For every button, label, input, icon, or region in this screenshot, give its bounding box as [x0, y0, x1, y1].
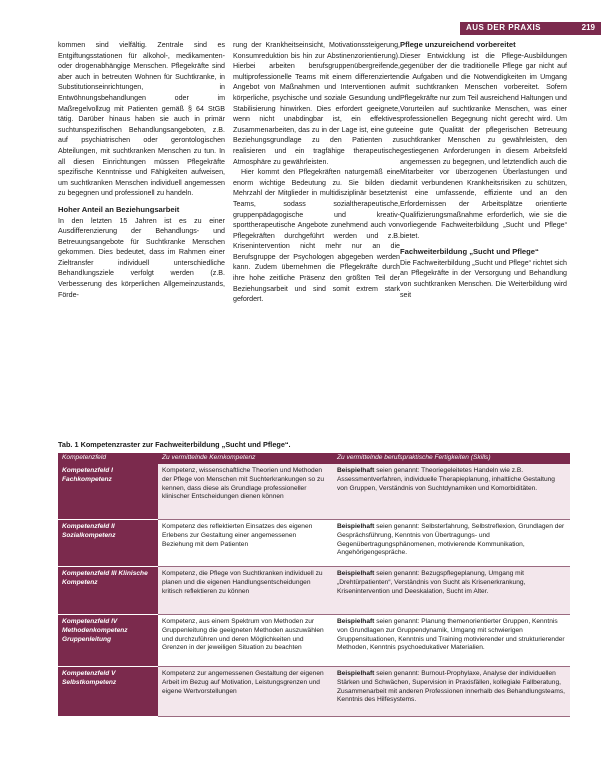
column-header: Zu vermittelnde Kernkompetenz: [162, 454, 256, 461]
skills-cell: [333, 567, 570, 615]
competency-field-cell: Kompetenzfeld II Sozialkompetenz: [58, 520, 158, 567]
column-header: Kompetenzfeld: [62, 454, 106, 461]
section-heading: Fachweiterbildung „Sucht und Pflege“: [400, 247, 539, 257]
paragraph: Dieser Entwicklung ist die Pflege-Ausbildungen gegenüber der die traditionelle Pflege gar nicht auf die Aufgaben und die Notwendigkeiten im Umgang mit suchtkranken Menschen vorbereitet. Sofern Pflegekräfte nur zum Teil ausreichend Haltungen und Vorurteilen auf suchtkranke Menschen, was einer professionellen Begegnung nicht gerecht wird. Um eine gute Qualität der pflegerischen Betreuung suchtkranker Menschen zu gewährleisten, den gestiegenen Anforderungen in diesem Arbeitsfeld angemessen zu begegnen, und letztendlich auch die Mitarbeiter vor überzogenen Überlastungen und damit verbundenen Krankheitsrisiken zu schützen, ist eine umfassende, effiziente und an den Erfordernissen der Arbeitsplätze orientierte Qualifizierungsmaßnahme erforderlich, wie sie die vorliegende Fachweiterbildung „Sucht und Pflege“ bietet.: [400, 51, 567, 240]
skills-lead: Beispielhaft: [337, 467, 375, 474]
skills-cell: [333, 520, 570, 567]
text-column-2: [233, 40, 400, 305]
paragraph: rung der Krankheitseinsicht, Motivationssteigerung, Konsumreduktion bis hin zur Abstinenzorientierung). Hierbei arbeiten berufsgruppenübergreifende, multiprofessionelle Teams mit einem differenzierten Angebot von Maßnahmen und Interventionen auf körperliche, psychische und soziale Gesundung und Stabilisierung hinwirken. Dies erfordert geeignete, wenn nicht unabdingbar ist, ein effektives Zusammenarbeiten, das zu in der Lage ist, eine gute Beziehungsgrundlage zu den Patienten zu realisieren und ein tragfähige therapeutische Atmosphäre zu gewährleisten.: [233, 41, 400, 166]
core-competency-cell: Kompetenz zur angemessenen Gestaltung der eigenen Arbeit im Bezug auf Motivation, Leistungsgrenzen und eigene Wertvorstellungen: [158, 667, 333, 717]
skills-text: seien genannt: Theoriegeleitetes Handeln wie z.B. Assessmentverfahren, individuelle Therapieplanung, inhaltliche Gestaltung von Gruppen, Verständnis von Suchtdynamiken und Komorbiditäten.: [337, 467, 555, 492]
table-row: [58, 464, 570, 520]
paragraph: Die Fachweiterbildung „Sucht und Pflege“ richtet sich an Pflegekräfte in der Versorgung und Behandlung von suchtkranken Menschen. Die Weiterbildung wird seit: [400, 258, 567, 299]
skills-cell: [333, 667, 570, 717]
page-number: 219: [581, 23, 595, 32]
table-caption: Tab. 1 Kompetenzraster zur Fachweiterbildung „Sucht und Pflege“.: [58, 440, 291, 449]
paragraph: Hier kommt den Pflegekräften naturgemäß eine enorm wichtige Bedeutung zu. Sie bilden die Mehrzahl der Mitglieder in multidisziplinär besetzten Teams, sodass sozialtherapeutische, gruppenpädagogische und kreativ-sporttherapeutische Angebote zunehmend auch von Pflegekräften durchgeführt werden und z.B. Krisenintervention nicht mehr nur an die Berufsgruppe der Psychologen abgegeben werden kann. Zudem übernehmen die Pflegekräfte durch ihre hohe zeitliche Präsenz den größten Teil der Beziehungsarbeit und sind somit extrem stark gefordert.: [233, 168, 400, 304]
competency-field-cell: Kompetenzfeld IV Methodenkompetenz Gruppenleitung: [58, 615, 158, 667]
section-heading: Pflege unzureichend vorbereitet: [400, 40, 516, 49]
core-competency-cell: Kompetenz des reflektierten Einsatzes des eigenen Erlebens zur Gestaltung einer angemessenen Beziehung mit dem Patienten: [158, 520, 333, 567]
skills-cell: [333, 615, 570, 667]
competency-field-cell: Kompetenzfeld III Klinische Kompetenz: [58, 567, 158, 615]
section-heading: Hoher Anteil an Beziehungsarbeit: [58, 204, 180, 214]
paragraph: In den letzten 15 Jahren ist es zu einer Ausdifferenzierung der Behandlungs- und Betreuungsangebote für Suchtkranke Menschen gekommen. Dies bedeutet, dass im Rahmen einer Zieltransfer individuell unterschiedliche Behandlungsziele verfolgt werden (z.B. Verbesserung des körperlichen Allgemeinzustands, Förde-: [58, 216, 225, 299]
table-row: [58, 567, 570, 615]
skills-text: seien genannt: Selbsterfahrung, Selbstreflexion, Grundlagen der Gesprächsführung, Kenntnis von Übertragungs- und Gegenübertragungsphänomenen, motivierende Kommunikation, Angehörigengespräche.: [337, 523, 565, 557]
column-header: Zu vermittelnde berufspraktische Fertigkeiten (Skills): [337, 454, 491, 461]
skills-text: seien genannt: Bezugspflegeplanung, Umgang mit „Drehtürpatienten“, Verständnis von Sucht als Krisenerkrankung, Krisenintervention und Deeskalation, Sucht im Alter.: [337, 570, 526, 595]
table-row: [58, 520, 570, 567]
running-header: [460, 22, 601, 35]
skills-lead: Beispielhaft: [337, 523, 375, 530]
table-header-row: [58, 453, 570, 464]
table-row: [58, 615, 570, 667]
section-label: AUS DER PRAXIS: [466, 23, 542, 32]
core-competency-cell: Kompetenz, die Pflege von Suchtkranken individuell zu planen und die eigenen Handlungsentscheidungen kritisch reflektieren zu können: [158, 567, 333, 615]
core-competency-cell: Kompetenz, wissenschaftliche Theorien und Methoden der Pflege von Menschen mit Suchterkrankungen so zu kennen, dass diese als Grundlage professioneller klinischer Entscheidungen dienen können: [158, 464, 333, 520]
skills-lead: Beispielhaft: [337, 670, 375, 677]
competency-field-cell: Kompetenzfeld I Fachkompetenz: [58, 464, 158, 520]
text-column-1: [58, 40, 225, 300]
skills-cell: [333, 464, 570, 520]
skills-lead: Beispielhaft: [337, 618, 375, 625]
table-row: [58, 667, 570, 717]
paragraph: kommen sind vielfältig. Zentrale sind es Entgiftungsstationen für alkohol-, medikamenten- oder drogenabhängige Menschen. Pflegekräfte sind aber auch in betreuten Wohnen für Suchtkranke, in Substitutionseinrichtungen, in Entwöhnungsbehandlungen oder im Maßregelvollzug mit Patienten gemäß § 64 StGB tätig. Darüber hinaus haben sie auch in primär suchtunspezifischen Behandlungsangeboten, z.B. auf psychiatrischen oder gerontologischen Abteilungen, mit suchtkranken Menschen zu tun. In all diesen Einrichtungen müssen Pflegekräfte spezifische Kenntnisse und Fähigkeiten aufweisen, um suchtkranken Menschen individuell angemessen zu begegnen und professionell zu handeln.: [58, 41, 225, 198]
text-column-3: [400, 40, 567, 300]
competency-table: [58, 453, 570, 717]
skills-text: seien genannt: Planung themenorientierter Gruppen, Kenntnis von Grundlagen zur Gruppendynamik, Umgang mit schwierigen Gruppensituationen, Kenntnis und Training motivierender und strukturierender Methoden, Kenntnis psychoedukativer Materialien.: [337, 618, 565, 652]
skills-lead: Beispielhaft: [337, 570, 375, 577]
core-competency-cell: Kompetenz, aus einem Spektrum von Methoden zur Gruppenleitung die geeigneten Methoden auszuwählen und durchzuführen und deren Möglichkeiten und Grenzen in der jeweiligen Situation zu beachten: [158, 615, 333, 667]
competency-field-cell: Kompetenzfeld V Selbstkompetenz: [58, 667, 158, 717]
skills-text: seien genannt: Burnout-Prophylaxe, Analyse der individuellen Stärken und Schwächen, Supervision in Praxisfällen, kollegiale Fallberatung, Zusammenarbeit mit anderen Professionen innerhalb des Behandlungsteams, Kenntnis des Hilfesystems.: [337, 670, 565, 704]
